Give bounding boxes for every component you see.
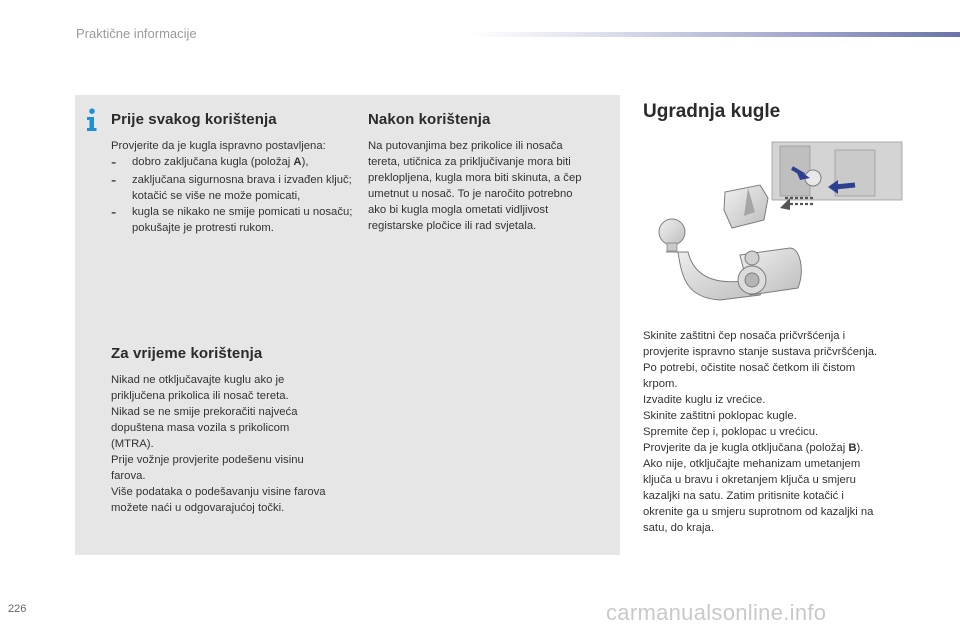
bullet-text: zaključana sigurnosna brava i izvađen ključ; kotačić se više ne može pomicati,: [132, 174, 352, 202]
installation-line: [643, 440, 908, 456]
towball-illustration: [640, 140, 903, 312]
installation-line: Izvadite kuglu iz vrećice.: [643, 394, 766, 406]
installation-line: kazaljki na satu. Zatim pritisnite kotačić i: [643, 490, 844, 502]
before-use-title: Prije svakog korištenja: [111, 111, 277, 128]
bullet-text: kugla se nikako ne smije pomicati u nosaču; pokušajte je protresti rukom.: [132, 206, 353, 234]
info-icon: [84, 108, 100, 132]
during-use-line: Nikad se ne smije prekoračiti najveća: [111, 406, 298, 418]
bullet-text: [132, 154, 356, 172]
after-use-line: registarske pločice ili rad svjetala.: [368, 220, 537, 232]
installation-text-part: ).: [856, 442, 864, 454]
installation-line: Po potrebi, očistite nosač četkom ili čistom: [643, 362, 856, 374]
installation-section: [643, 101, 913, 123]
page-header-title: Praktične informacije: [76, 26, 197, 41]
during-use-line: priključena prikolica ili nosač tereta.: [111, 390, 289, 402]
installation-line: okrenite ga u smjeru suprotnom od kazaljki na: [643, 506, 874, 518]
position-label: A: [293, 156, 302, 168]
during-use-line: Nikad ne otključavajte kuglu ako je: [111, 374, 285, 386]
after-use-line: preklopljena, kugla mora biti skinuta, a čep: [368, 172, 582, 184]
during-use-line: (MTRA).: [111, 438, 154, 450]
bullet-dash: -: [111, 172, 117, 189]
installation-line: satu, do kraja.: [643, 522, 714, 534]
installation-line: Skinite zaštitni čep nosača pričvršćenja i: [643, 330, 846, 342]
during-use-line: Prije vožnje provjerite podešenu visinu: [111, 454, 304, 466]
installation-line: ključa u bravu i okretanjem ključa u smjeru: [643, 474, 856, 486]
after-use-line: ako bi kugla mogla ometati vidljivost: [368, 204, 549, 216]
after-use-section: [368, 111, 613, 234]
installation-line: Spremite čep i, poklopac u vrećicu.: [643, 426, 819, 438]
bullet-dash: -: [111, 204, 117, 221]
installation-line: krpom.: [643, 378, 678, 390]
during-use-line: farova.: [111, 470, 146, 482]
during-use-line: dopuštena masa vozila s prikolicom: [111, 422, 290, 434]
header-decor-bar: [470, 32, 960, 37]
during-use-line: možete naći u odgovarajućoj točki.: [111, 502, 285, 514]
installation-title: Ugradnja kugle: [643, 101, 781, 122]
after-use-line: Na putovanjima bez prikolice ili nosača: [368, 140, 563, 152]
after-use-title: Nakon korištenja: [368, 111, 491, 128]
after-use-line: tereta, utičnica za priključivanje mora biti: [368, 156, 571, 168]
position-label: B: [848, 442, 857, 454]
installation-line: Skinite zaštitni poklopac kugle.: [643, 410, 797, 422]
installation-text: [643, 328, 908, 536]
after-use-line: umetnut u nosač. To je naročito potrebno: [368, 188, 573, 200]
bullet-text-part: dobro zaključana kugla (položaj: [132, 156, 294, 168]
page-number: 226: [8, 603, 27, 615]
before-use-bullet: [111, 154, 356, 172]
installation-line: provjerite ispravno stanje sustava pričvršćenja.: [643, 346, 878, 358]
during-use-line: Više podataka o podešavanju visine farova: [111, 486, 326, 498]
before-use-section: [111, 111, 356, 236]
before-use-intro: Provjerite da je kugla ispravno postavljena:: [111, 140, 326, 152]
before-use-bullet: [111, 204, 356, 236]
installation-text-part: Provjerite da je kugla otključana (položaj: [643, 442, 849, 454]
installation-line: Ako nije, otključajte mehanizam umetanjem: [643, 458, 861, 470]
during-use-section: [111, 345, 356, 516]
during-use-title: Za vrijeme korištenja: [111, 345, 263, 362]
bullet-dash: -: [111, 154, 117, 171]
before-use-bullet: [111, 172, 356, 204]
bullet-text-part: ),: [301, 156, 309, 168]
watermark: carmanualsonline.info: [606, 600, 827, 625]
